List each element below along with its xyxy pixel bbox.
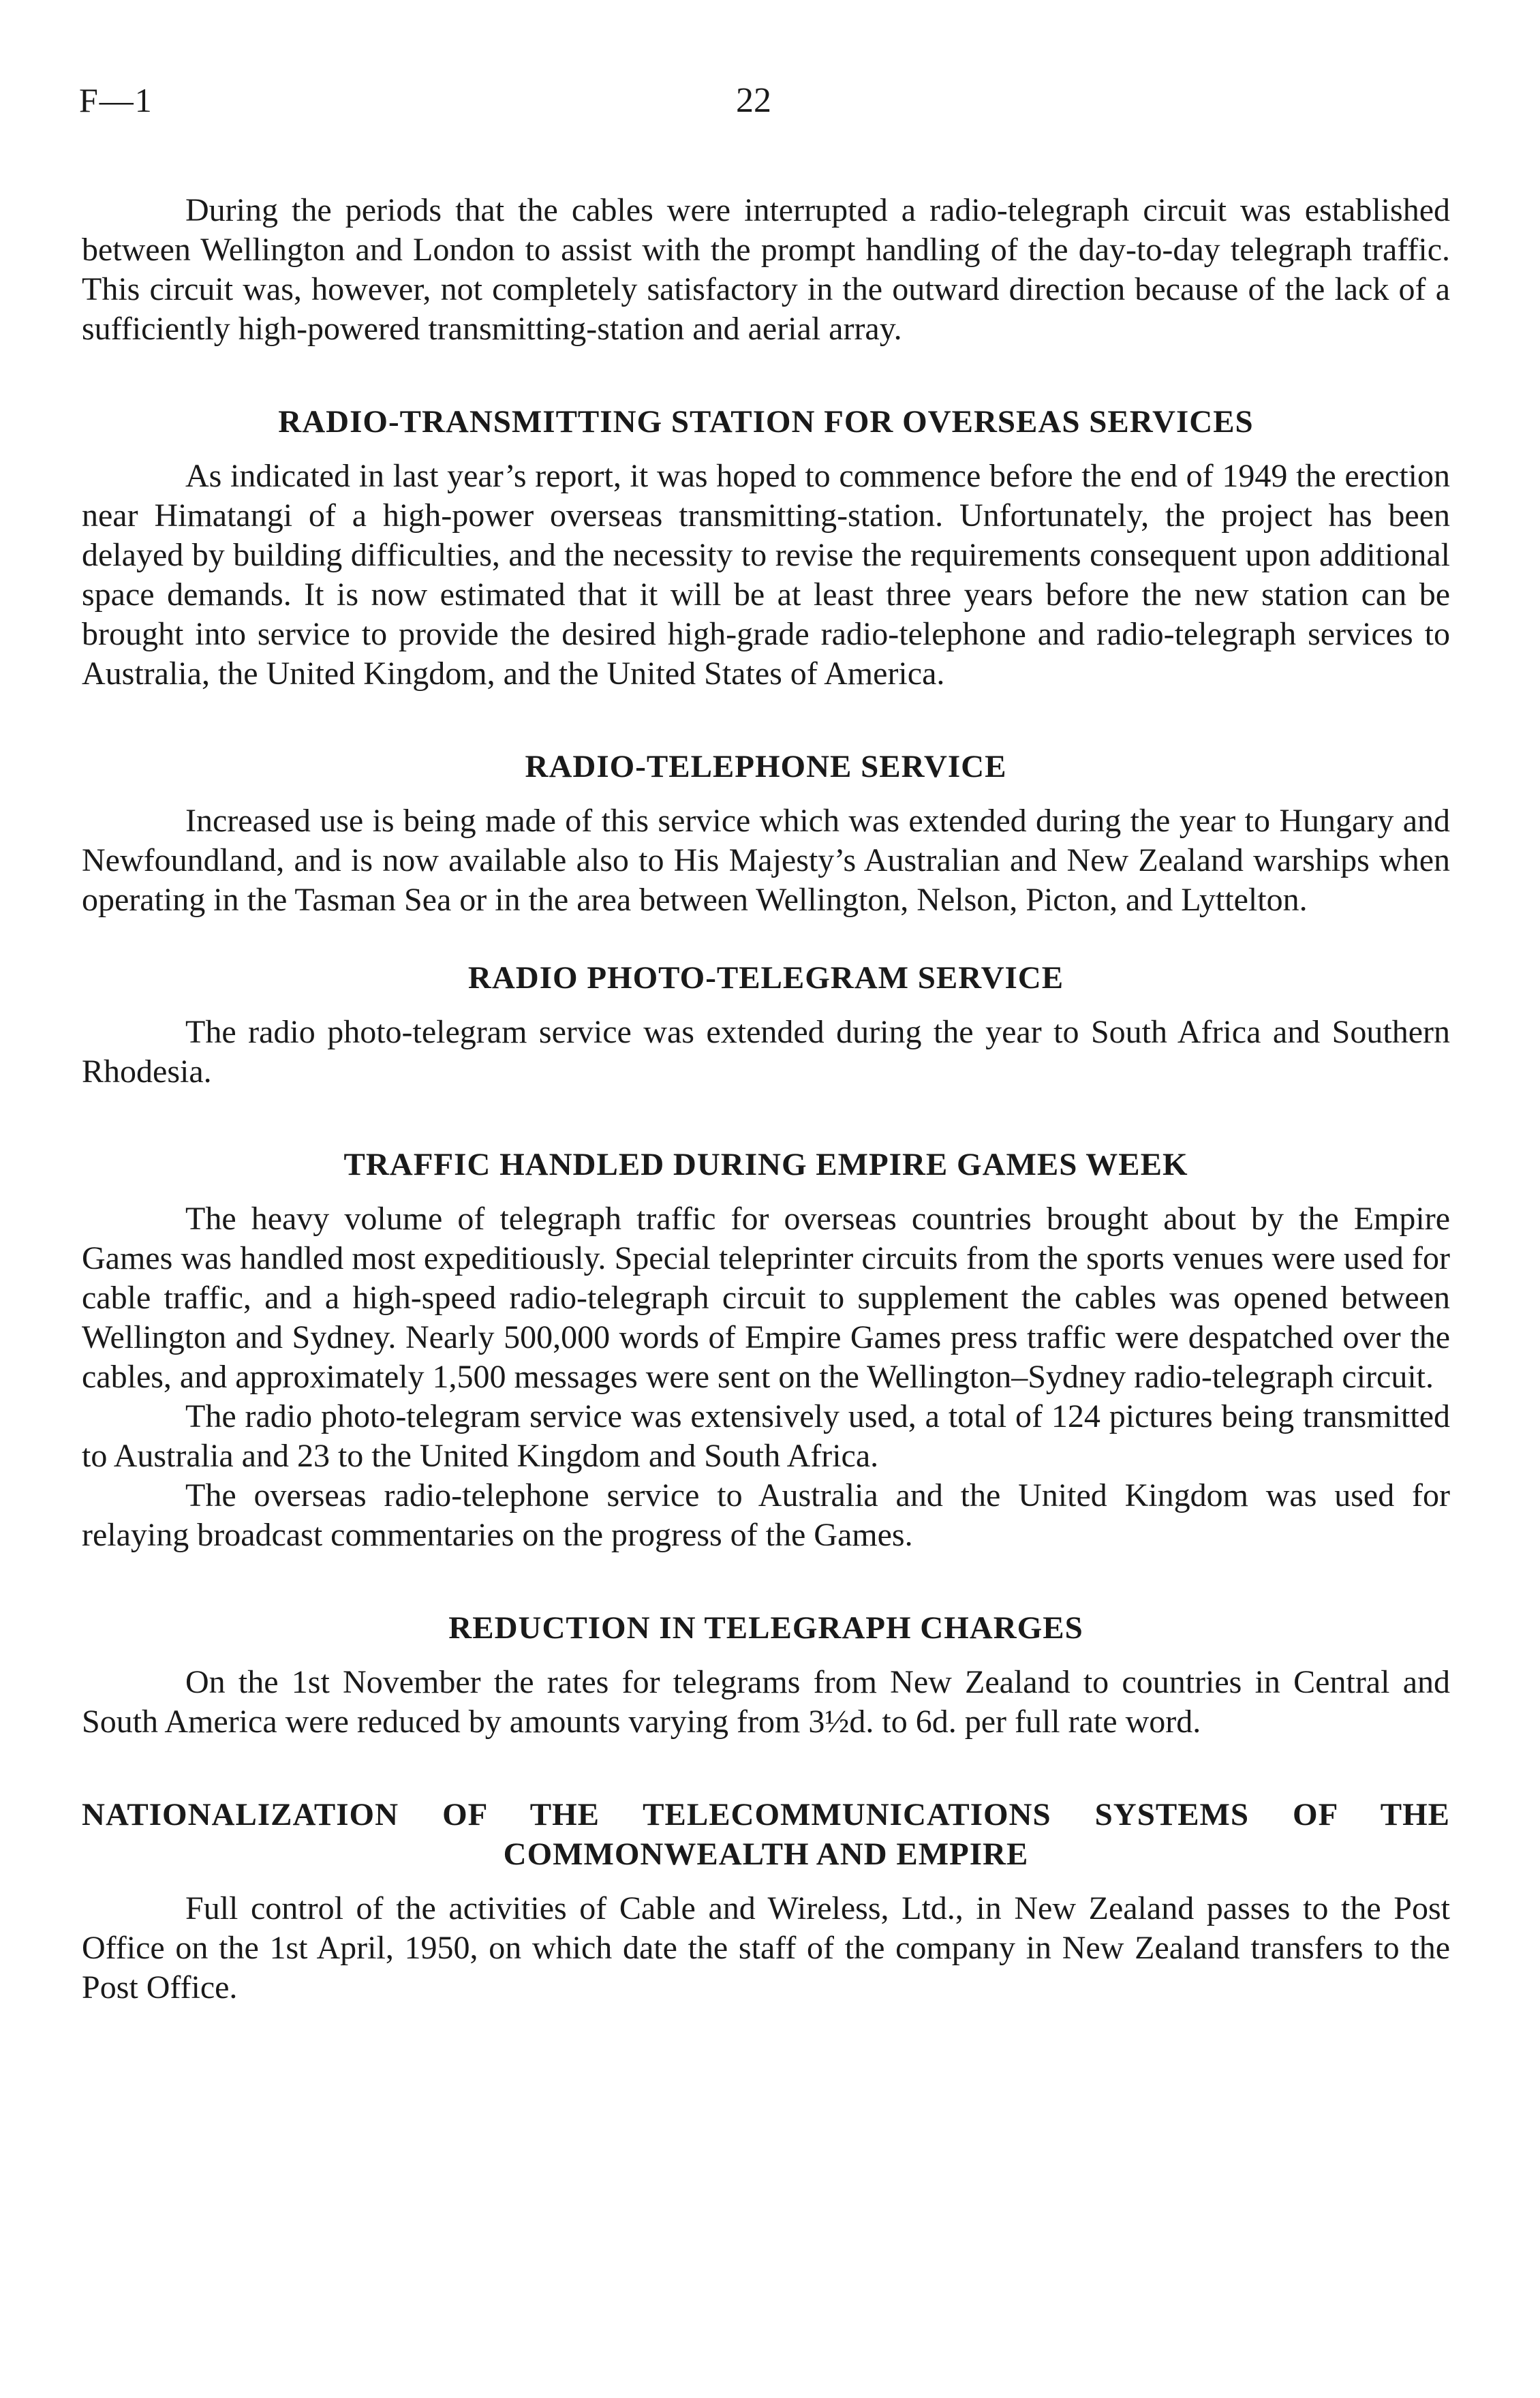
- section-paragraph: The radio photo-telegram service was extensively used, a total of 124 pictures being transmitted to Australia and 23 to the United Kingdom and South Africa.: [82, 1398, 1450, 1474]
- section-telegraph-charges-reduction: [82, 1608, 1450, 1742]
- section-paragraph: On the 1st November the rates for telegrams from New Zealand to countries in Central and South America were reduced by amounts varying from 3½d. to 6d. per full rate word.: [82, 1664, 1450, 1740]
- section-radio-photo-telegram-service: [82, 958, 1450, 1092]
- section-heading: RADIO PHOTO-TELEGRAM SERVICE: [467, 960, 1064, 996]
- section-heading: REDUCTION IN TELEGRAPH CHARGES: [448, 1610, 1083, 1646]
- section-paragraph: Increased use is being made of this service which was extended during the year to Hungary and Newfoundland, and is now available also to His Majesty’s Australian and New Zealand warships when operating in the Tasman Sea or in the area between Wellington, Nelson, Picton, and Lyttelton.: [82, 803, 1450, 918]
- section-paragraph: Full control of the activities of Cable and Wireless, Ltd., in New Zealand passes to the Post Office on the 1st April, 1950, on which date the staff of the company in New Zealand transfers to the Post Office.: [82, 1890, 1450, 2005]
- section-heading: NATIONALIZATION OF THE TELECOMMUNICATIONS SYSTEMS OF THE COMMONWEALTH AND EMPIRE: [82, 1797, 1450, 1872]
- section-paragraph: As indicated in last year’s report, it was hoped to commence before the end of 1949 the erection near Himatangi of a high-power overseas transmitting-station. Unfortunately, the project has been delayed by building difficulties, and the necessity to revise the requirements consequent upon additional space demands. It is now estimated that it will be at least three years before the new station can be brought into service to provide the desired high-grade radio-telephone and radio-telegraph services to Australia, the United Kingdom, and the United States of America.: [82, 458, 1450, 692]
- page-number: 22: [736, 81, 771, 120]
- intro-paragraph: During the periods that the cables were interrupted a radio-telegraph circuit was established between Wellington and London to assist with the prompt handling of the day-to-day telegraph traffic. This circuit was, however, not completely satisfactory in the outward direction because of the lack of a sufficiently high-powered transmitting-station and aerial array.: [82, 192, 1450, 347]
- section-paragraph: The heavy volume of telegraph traffic for overseas countries brought about by the Empire Games was handled most expeditiously. Special teleprinter circuits from the sports venues were used for cable traffic, and a high-speed radio-telegraph circuit to supplement the cables was opened between Wellington and Sydney. Nearly 500,000 words of Empire Games press traffic were despatched over the cables, and approximately 1,500 messages were sent on the Wellington–Sydney radio-telegraph circuit.: [82, 1201, 1450, 1395]
- section-heading: RADIO-TRANSMITTING STATION FOR OVERSEAS SERVICES: [278, 404, 1254, 440]
- section-radio-transmitting-station: [82, 402, 1450, 694]
- section-paragraph: The radio photo-telegram service was extended during the year to South Africa and Southern Rhodesia.: [82, 1014, 1450, 1090]
- section-empire-games-traffic: [82, 1145, 1450, 1555]
- section-radio-telephone-service: [82, 747, 1450, 920]
- document-page: [79, 80, 1450, 2008]
- page-header: [79, 80, 1450, 142]
- document-reference: F—1: [79, 81, 153, 119]
- section-nationalization: [82, 1795, 1450, 2008]
- section-paragraph: The overseas radio-telephone service to Australia and the United Kingdom was used for relaying broadcast commentaries on the progress of the Games.: [82, 1477, 1450, 1553]
- section-heading: TRAFFIC HANDLED DURING EMPIRE GAMES WEEK: [343, 1147, 1188, 1182]
- section-heading: RADIO-TELEPHONE SERVICE: [525, 749, 1007, 784]
